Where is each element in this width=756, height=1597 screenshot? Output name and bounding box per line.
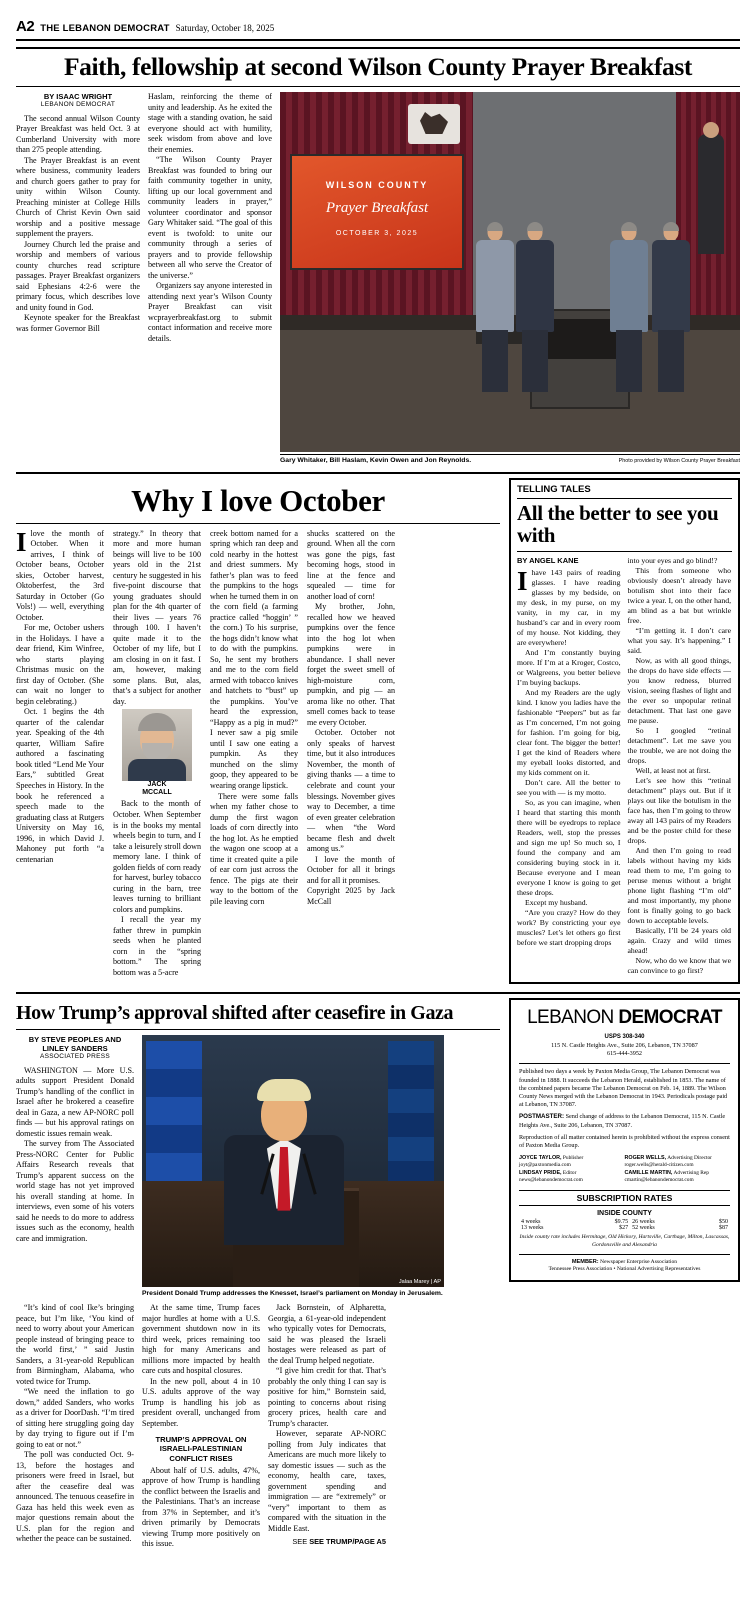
article-prayer-breakfast xyxy=(16,47,740,464)
paragraph: strategy.” In theory that more and more human beings will live to be 100 years old in the 21st century he suggested in his five-point discourse that young graduates should plan for the 4th quarter of their lives — years 76 through 100. I haven’t quite made it to the October of my life, but I am closing in on it fast. I am, however, making some plans. But, alas, that’s a subject for another day. xyxy=(113,528,201,706)
article-column-2 xyxy=(148,92,272,464)
paragraph: “We need the inflation to go down,” added Sanders, who works as a driver for DoorDash. “I’m tired of sitting here struggling going day by day trying to figure out if I’m going to eat or not.” xyxy=(16,1387,134,1449)
staff-list xyxy=(519,1155,730,1184)
paragraph: However, separate AP-NORC polling from July indicates that Americans are much more likely to say domestic issues — such as the economy, health care, taxes, government spending and immigration — are “extremely” or “very” important to them as compared with the situation in the Middle East. xyxy=(268,1429,386,1533)
trump-column-2 xyxy=(142,1303,260,1550)
paragraph: Oct. 1 begins the 4th quarter of the calendar year. Speaking of the 4th quarter, William Safire authored a fascinating book titled “Lend Me Your Ears,” subtitled Great Speeches in History. In the book he referenced a speech made to the graduating class at Rutgers University on May 16, 1996, in which David J. Mahoney put forth “a centenarian xyxy=(16,707,104,864)
photo-credit: Photo provided by Wilson County Prayer Breakfast xyxy=(618,457,740,464)
october-column-2 xyxy=(113,529,201,979)
paragraph: Keynote speaker for the Breakfast was former Governor Bill xyxy=(16,313,140,333)
staff-entry: JOYCE TAYLOR, Publisher joyt@paxtonmedia.com xyxy=(519,1155,584,1169)
avatar xyxy=(122,709,192,781)
paragraph: “Are you crazy? How do they work? By constricting your eye muscles? Let’s let others go first before we start dropping drops xyxy=(517,907,621,947)
author-photo-block: JACK MCCALL xyxy=(122,709,192,797)
article-headline: Why I love October xyxy=(131,483,385,518)
staff-entry: ROGER WELLS, Advertising Director roger.wells@herald-citizen.com xyxy=(624,1155,712,1169)
paragraph: Ilove the month of October. When it arrives, I think of October beans, October skies, October harvest, Oktoberfest, the 3rd Saturday in October (Go Vols!) — well, everything October. xyxy=(16,526,104,622)
paragraph: The Prayer Breakfast is an event where business, community leaders and church goers gather to pray for unity within Wilson County. Preaching minister at College Hills Church of Christ Kevin Own said worship and a positive message supplement the prayers. xyxy=(16,155,140,239)
paragraph: Back to the month of October. When September is in the books my mental wheels begin to turn, and I take a leisurely stroll down memory lane. I think of golden fields of corn ready for harvest, burley tobacco curing in the barn, tree leaves turning to brilliant colors and pumpkins. xyxy=(113,799,201,914)
paragraph: Haslam, reinforcing the theme of unity and leadership. As he exited the stage with a standing ovation, he said everyone should act with humility, seek wisdom from above and love their enemies. xyxy=(148,92,272,154)
drop-cap: I xyxy=(517,565,528,596)
article-trump-approval xyxy=(16,998,500,1550)
paragraph: At the same time, Trump faces major hurdles at home with a U.S. government shutdown now in its third week, prices remaining too high for many Americans and millions more impacted by health care cuts and hospital closures. xyxy=(142,1303,260,1376)
rate-note: Inside county rate includes Hermitage, Old Hickory, Hartsville, Carthage, Milton, Lascassas, Gordonsville and Alexandria xyxy=(519,1234,730,1248)
subscription-rates-table xyxy=(519,1219,730,1231)
paragraph: Organizers say anyone interested in attending next year’s Wilson County Prayer Breakfast can visit wcprayerbreakfast.org to submit contact information and receive more details. xyxy=(148,281,272,343)
page-header xyxy=(16,18,740,41)
paragraph: Jack Bornstein, of Alpharetta, Georgia, a 61-year-old independent who typically votes for Democrats, said he was pleased the Israeli hostages were released as part of the deal Trump helped negotiate. xyxy=(268,1303,386,1365)
paragraph: “The Wilson County Prayer Breakfast was founded to bring our faith community together in unity, lifting up our local government and community leaders in prayer,” volunteer coordinator and sponsor Gary Whitaker said. “The goal of this event is twofold: to unite our community through a series of prayers and to provide fellowship between all who serve the Creator of the universe.” xyxy=(148,155,272,280)
issue-date: Saturday, October 18, 2025 xyxy=(175,23,275,33)
drop-cap: I xyxy=(16,526,27,557)
october-column-4 xyxy=(307,529,395,979)
trump-photo xyxy=(142,1035,444,1287)
newspaper-info-box xyxy=(509,998,740,1550)
tt-column-1 xyxy=(517,556,621,976)
telling-tales-headline: All the better to see you with xyxy=(517,501,719,547)
publication-history: Published two days a week by Paxton Media Group, The Lebanon Democrat was founded in 1888. It succeeds the Lebanon Herald, established in 1853. The name of the combined papers became The Lebanon Democrat on Feb. 14, 1889. The Wilson County News merged with the Lebanon Democrat in 1943. Periodicals postage paid at Lebanon, TN 37087. xyxy=(519,1068,728,1109)
page-title: Faith, fellowship at second Wilson County Prayer Breakfast xyxy=(63,52,693,81)
subscription-header: SUBSCRIPTION RATES xyxy=(519,1190,730,1206)
photo-caption: President Donald Trump addresses the Knesset, Israel’s parliament on Monday in Jerusalem. xyxy=(142,1289,443,1297)
event-logo-icon xyxy=(408,104,460,144)
prayer-breakfast-photo xyxy=(280,92,740,452)
paragraph: For me, October ushers in the Holidays. I have a dear friend, Kim Winfree, who starts playing Christmas music on the first day of October. (She can wait no longer to begin celebrating.) xyxy=(16,623,104,706)
continuation-link[interactable]: SEE SEE TRUMP/PAGE A5 xyxy=(292,1537,386,1547)
postmaster-notice: POSTMASTER: Send change of address to the Lebanon Democrat, 115 N. Castle Heights Ave., Suite 206, Lebanon, TN 37087. xyxy=(519,1113,726,1129)
article-headline: How Trump’s approval shifted after ceasefire in Gaza xyxy=(16,1002,454,1025)
column-telling-tales xyxy=(509,478,740,984)
trump-column-1b xyxy=(16,1303,134,1550)
trump-column-1 xyxy=(16,1035,134,1298)
paragraph: The survey from The Associated Press-NORC Center for Public Affairs Research reveals that Trump’s apparent success on the world stage has not yet improved his overall standing at home. In interviews, even some of his voters said he needs to do more to address issues such as the economy, health care and immigration. xyxy=(16,1139,134,1243)
office-address: 115 N. Castle Heights Ave., Suite 206, Lebanon, TN 37087 xyxy=(551,1042,698,1050)
paragraph: “I’m getting it. I don’t care what you say. It’s happening.” I said. xyxy=(627,626,731,656)
reproduction-notice: Reproduction of all matter contained herein is prohibited without the express consent of Paxton Media Group. xyxy=(519,1133,730,1149)
paragraph: So I googled “retinal detachment”. Let me save you the trouble, we are not doing the drops. xyxy=(627,726,731,766)
paragraph: About half of U.S. adults, 47%, approve of how Trump is handling the conflict between the Israelis and the Palestinians. That’s an increase from 37% in September, and it’s driven primarily by Democrats viewing Trump more positively on this issue. xyxy=(142,1465,260,1549)
paragraph: And then I’m going to read labels without having my kids read them to me, I’m going to peruse menus without a bright phone light flashing “I’m old” and most importantly, my phone font is finally going to go back down to acceptable levels. xyxy=(627,846,731,926)
paragraph: “I give him credit for that. That’s probably the only thing I can say is positive for him,” Bornstein said, pointing to concerns about rising grocery prices, health care and Trump’s character. xyxy=(268,1366,386,1428)
article-why-i-love-october xyxy=(16,478,500,984)
paragraph: Let’s see how this “retinal detachment” plays out. But if it plays out like the botulism in the face has, then I’m going to throw away all 143 pairs of my Readers and be the poster child for these drops. xyxy=(627,776,731,846)
copyright-line: Copyright 2025 by Jack McCall xyxy=(307,886,395,906)
section-kicker: TELLING TALES xyxy=(517,484,732,499)
paragraph: “It’s kind of cool Ike’s bringing peace, but I’m like, ‘You kind of need to worry about your American people instead of bringing peace to the world first,’ ” said Justin Sanders, a 31-year-old Republican from Birmingham, Alabama, who voted twice for Trump. xyxy=(16,1303,134,1386)
staff-entry: LINDSAY PRIDE, Editor news@lebanondemocrat.com xyxy=(519,1169,583,1183)
paragraph: Ihave 143 pairs of reading glasses. I have reading glasses by my bedside, on my desk, in my purse, on my vanity, in my car, in my husband’s car and in every room of my house. Not kidding, they are everywhere! xyxy=(517,565,621,647)
inside-county-label: INSIDE COUNTY xyxy=(597,1210,652,1218)
article-subhead: TRUMP’S APPROVAL ON ISRAELI-PALESTINIAN CONFLICT RISES xyxy=(155,1435,247,1463)
paragraph: into your eyes and go blind!? xyxy=(627,556,718,566)
paragraph: shucks scattered on the ground. When all the corn was gone the pigs, fast becoming hogs, stood in line at the fence and squealed — time for another load of corn! xyxy=(307,528,395,601)
byline: BY ISAAC WRIGHT LEBANON DEMOCRAT xyxy=(40,92,116,109)
october-column-1 xyxy=(16,526,104,979)
article-column-1 xyxy=(16,92,140,464)
paragraph: Now, as with all good things, the drops do have side effects — you know redness, blurred vision, seeing flashes of light and the ever so unpopular retinal detachment. That last one gave me pause. xyxy=(627,656,731,726)
member-associations: MEMBER: Newspaper Enterprise Association Tennessee Press Association • National Advertising Representatives xyxy=(548,1258,701,1273)
paragraph: I recall the year my father threw in pumpkin seeds when he planted corn in the “spring bottom.” The spring bottom was a 5-acre xyxy=(113,915,201,977)
paragraph: My brother, John, recalled how we heaved pumpkins over the fence into the hog lot when pumpkins were in abundance. I shall never forget the sweet smell of high-moisture corn, pumpkin, and pig — an aroma like no other. That smell comes back to tease me every October. xyxy=(307,602,395,727)
trump-column-3 xyxy=(268,1303,386,1550)
staff-entry: CAMILLE MARTIN, Advertising Rep cmartin@lebanondemocrat.com xyxy=(624,1169,709,1183)
paragraph: WASHINGTON — More U.S. adults support President Donald Trump’s handling of the conflict in Israel after he brokered a ceasefire deal in Gaza, a new AP-NORC poll finds — but his approval ratings on domestic issues remain weak. xyxy=(16,1065,134,1138)
photo-caption: Gary Whitaker, Bill Haslam, Kevin Owen and Jon Reynolds. xyxy=(280,457,472,464)
paragraph: Don’t care. All the better to see you with — is my motto. xyxy=(517,777,621,797)
byline: BY ANGEL KANE xyxy=(517,556,579,566)
paragraph: October. October not only speaks of harvest time, but it also introduces November, the month of giving thanks — a time to celebrate and count your blessings. November gives way to December, a time of even greater celebration — when “the Word became flesh and dwelt among us.” xyxy=(307,728,395,854)
paragraph: Well, at least not at first. xyxy=(635,766,711,776)
trump-photo-block xyxy=(142,1035,444,1298)
paragraph: Now, who do we know that we can convince to go first? xyxy=(627,956,731,976)
paragraph: Basically, I’ll be 24 years old again. Crazy and wild times ahead! xyxy=(627,926,731,956)
article-photo-block xyxy=(280,92,740,464)
page-number: A2 xyxy=(16,18,35,35)
paragraph: There were some falls when my father chose to dump the first wagon loads of corn directly into the hog lot. As he emptied the wagon one scoop at a time it created quite a pile of ear corn just across the fence. The pigs ate their way to the bottom of the pile leaving corn xyxy=(210,791,298,906)
october-column-3 xyxy=(210,529,298,979)
table-row: 13 weeks $27 52 weeks $87 xyxy=(521,1225,728,1232)
paragraph: So, as you can imagine, when I heard that starting this month there will be eyedrops to replace Readers, well, stop the presses and sign me up! So much so, I found the company and am considering buying stock in it. Because everyone and I mean everyone I know is going to get these drops. xyxy=(517,797,621,897)
newspaper-nameplate: LEBANON DEMOCRAT xyxy=(527,1007,722,1029)
paragraph: And I’m constantly buying more. If I’m at a Kroger, Costco, or Walgreens, you better believe I’m buying backups. xyxy=(517,647,621,687)
office-phone: 615-444-3952 xyxy=(606,1050,643,1058)
usps-number: USPS 308-340 xyxy=(604,1034,645,1041)
paragraph: In the new poll, about 4 in 10 U.S. adults approve of the way Trump is handling his job as president overall, unchanged from September. xyxy=(142,1376,260,1428)
table-row: 4 weeks $9.75 26 weeks $50 xyxy=(521,1219,728,1226)
photo-credit: Jalaa Marey | AP xyxy=(398,1278,441,1285)
paragraph: The poll was conducted Oct. 9-13, before the hostages and prisoners were freed in Israel, but after the ceasefire deal was announced. The tenuous ceasefire in Gaza has held this week even as major questions remain about the U.S. plan for the region and whether the peace can be sustained. xyxy=(16,1450,134,1544)
paragraph: creek bottom named for a spring which ran deep and cold nearby in the hottest and driest summers. My father’s plan was to feed the pumpkins to the hogs when he turned them in on the corn field (a farming practice called “hoggin’ ” the corn.) To his surprise, the hogs didn’t know what to do with the pumpkins. So, he sent my brothers and me to the corn field armed with tobacco knives and hatchets to “bust” up the pumpkins. You’ve heard the expression, “Happy as a pig in mud?” I never saw a pig smile until I saw one eating a pumpkin. As they munched on the slimy goop, they appeared to be wearing orange lipstick. xyxy=(210,528,298,790)
paragraph: I love the month of October for all it brings and for all it promises. xyxy=(307,854,395,885)
paragraph: Except my husband. xyxy=(525,897,588,907)
paragraph: Journey Church led the praise and worship and members of various county churches read scripture passages. Prayer Breakfast organizers said Ephesians 4:2-6 were the primary focus, which describes love and unity found in God. xyxy=(16,239,140,312)
tt-column-2 xyxy=(628,556,732,976)
byline: BY STEVE PEOPLES AND LINLEY SANDERS ASSOCIATED PRESS xyxy=(28,1034,122,1061)
paragraph: And my Readers are the ugly kind. I know you ladies have the fashionable “Peepers” but as far as I’m concerned, I’m not going for fashion. I’m going for big, clear font. The bigger the better! I get the kind of Readers where my eyeball looks distorted, and my kids comment on it. xyxy=(517,687,621,777)
paragraph: The second annual Wilson County Prayer Breakfast was held Oct. 3 at Cumberland University with more than 275 people attending. xyxy=(16,113,140,155)
paper-name: THE LEBANON DEMOCRAT xyxy=(40,23,170,34)
event-screen: WILSON COUNTY Prayer Breakfast OCTOBER 3, 2025 xyxy=(290,154,464,270)
paragraph: This from someone who obviously doesn’t already have botulism shot into their face twice a year. I, on the other hand, am blind as a bat but wrinkle free. xyxy=(627,566,731,626)
